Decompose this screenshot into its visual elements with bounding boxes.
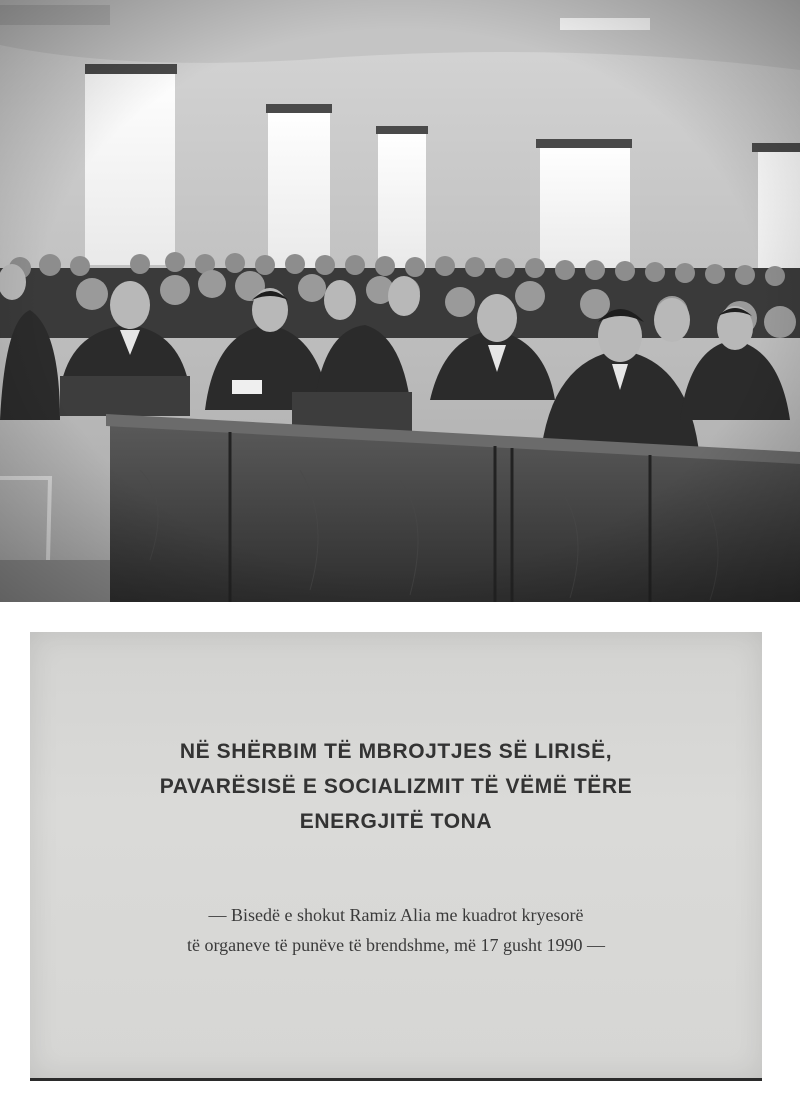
page-title [30, 734, 762, 839]
title-line: NË SHËRBIM TË MBROJTJES SË LIRISË, [179, 740, 613, 763]
book-page [30, 632, 762, 1081]
page-subtitle [30, 900, 762, 960]
subtitle-line: — Bisedë e shokut Ramiz Alia me kuadrot kryesorë [208, 905, 584, 925]
title-line: PAVARËSISË E SOCIALIZMIT TË VËMË TËRE [159, 775, 633, 798]
title-line: ENERGJITË TONA [299, 810, 493, 833]
subtitle-line: të organeve të punëve të brendshme, më 17 gusht 1990 — [186, 935, 606, 955]
